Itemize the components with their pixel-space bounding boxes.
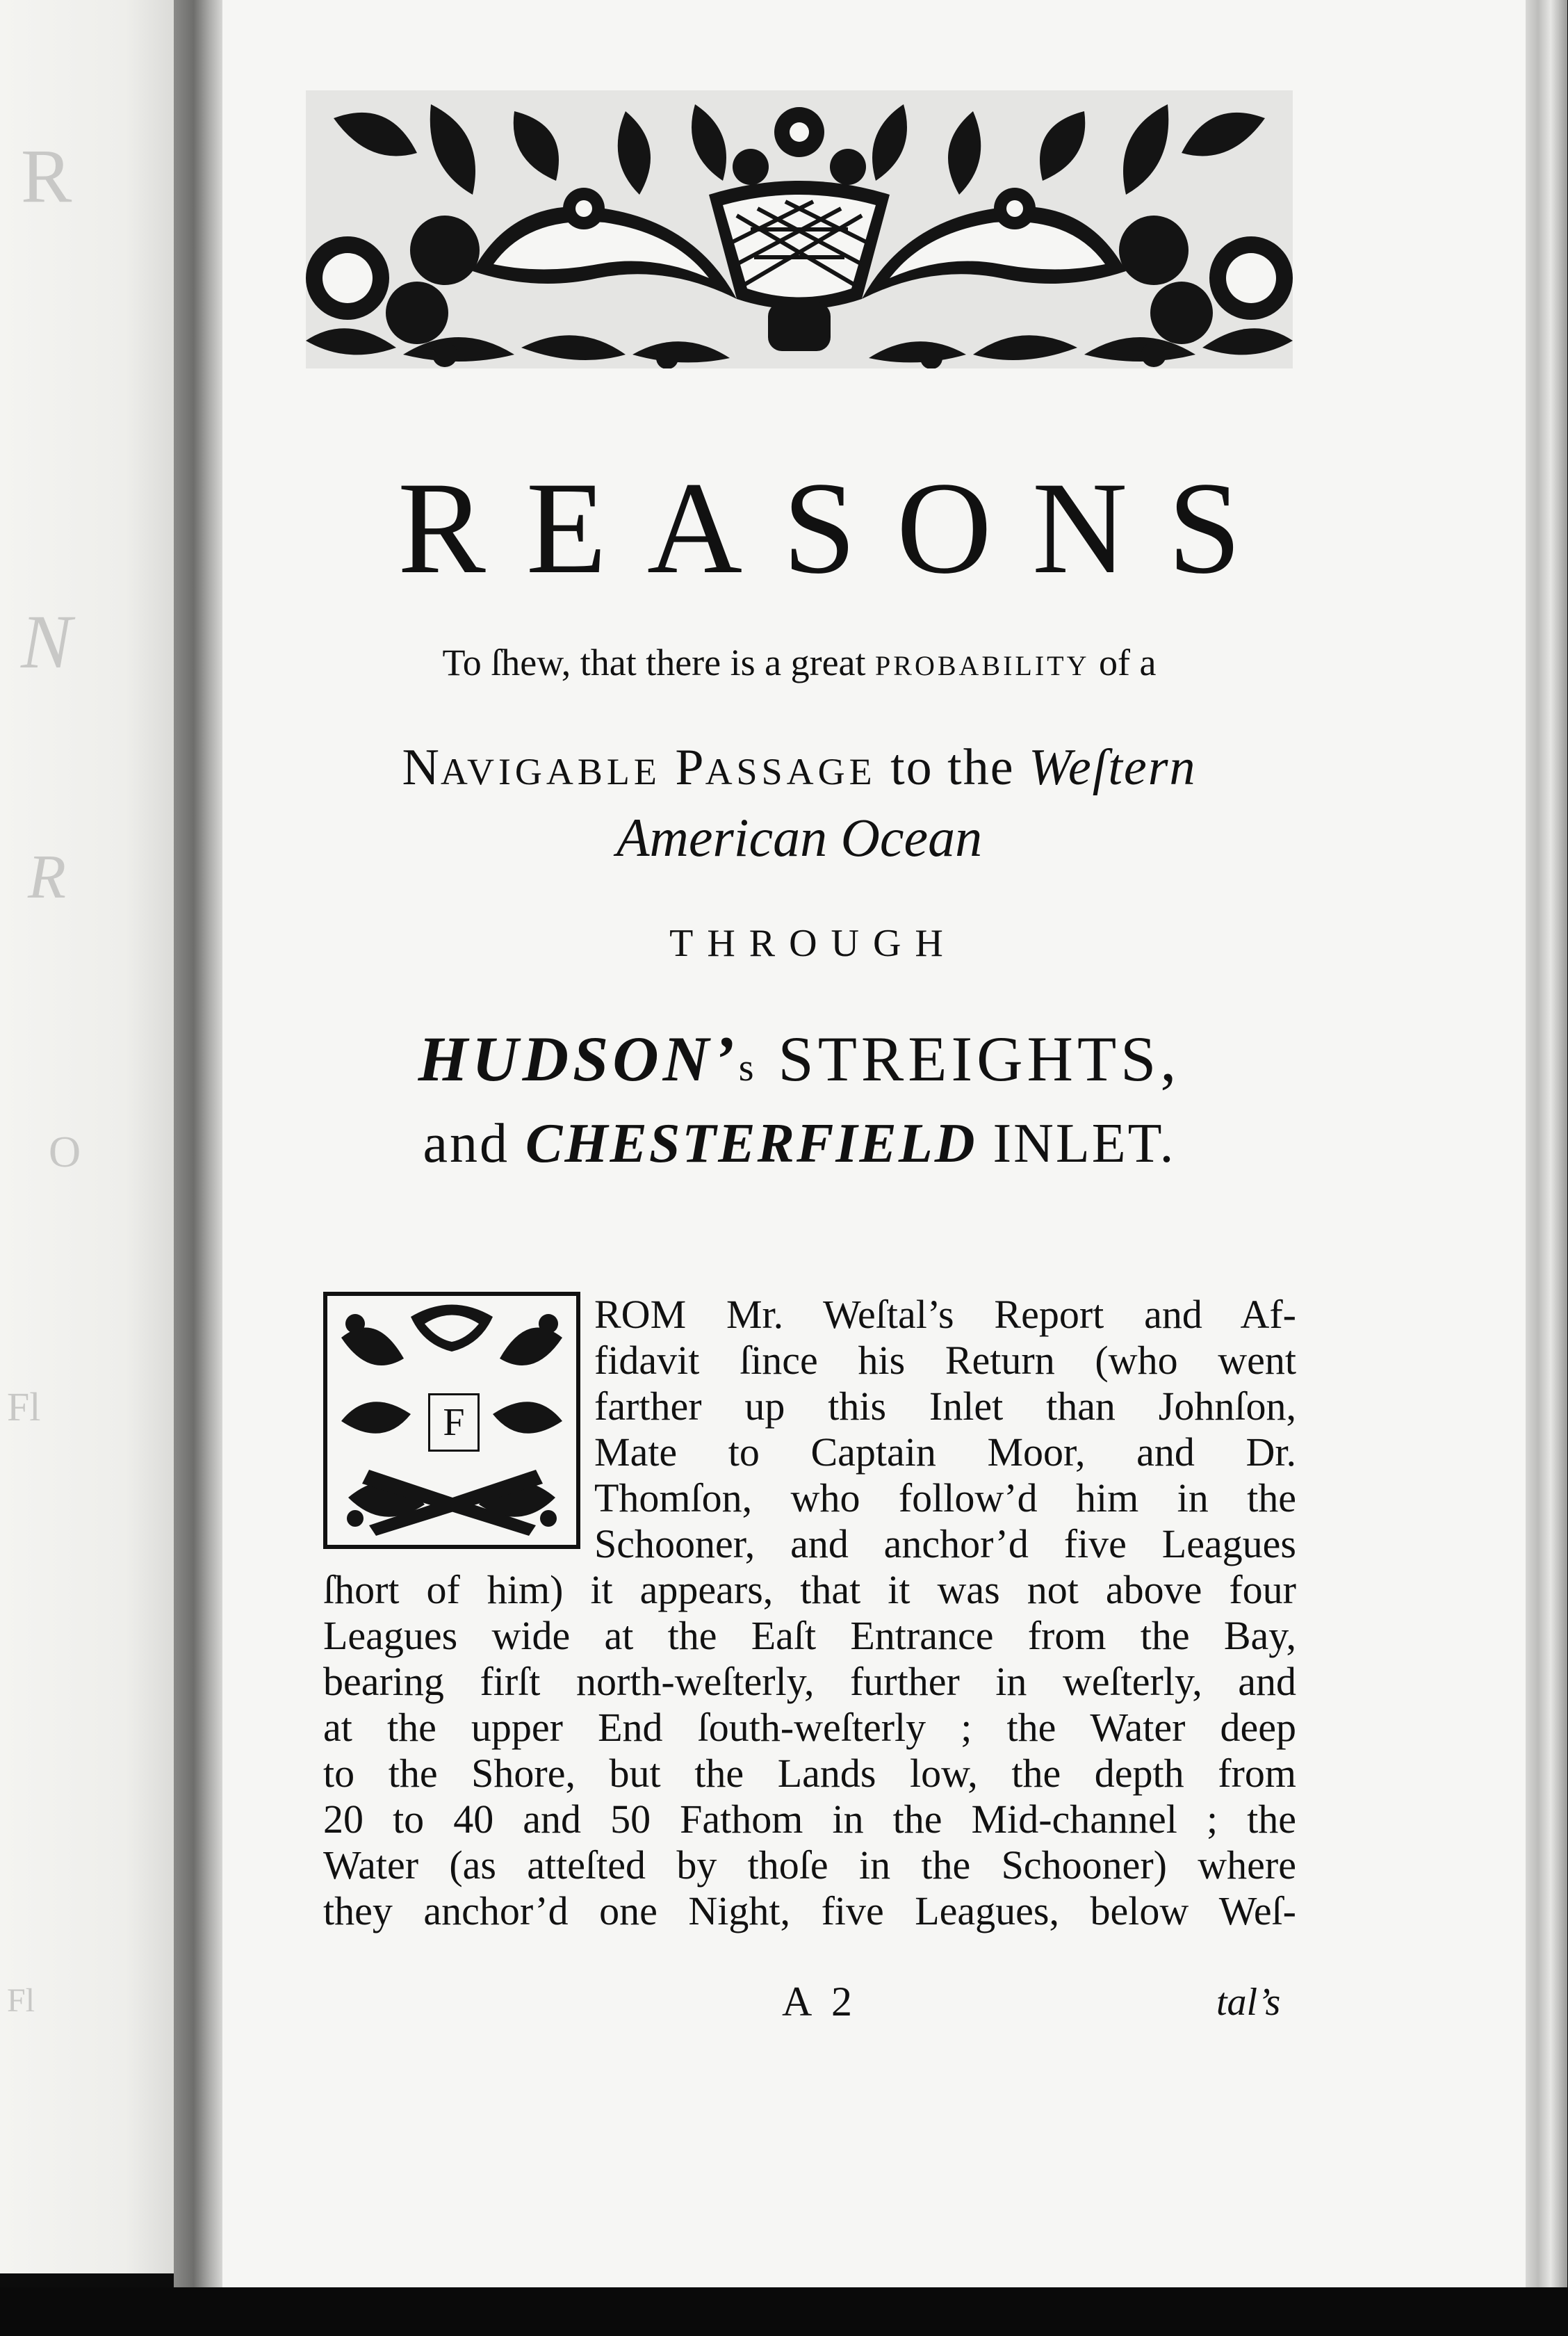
hudson-line bbox=[306, 1022, 1293, 1096]
subtitle bbox=[306, 641, 1293, 684]
body-line: farther up this Inlet than Johnſon, bbox=[594, 1384, 1296, 1429]
chester-and: and bbox=[423, 1113, 525, 1174]
bleed-through-text: Fl bbox=[7, 1982, 35, 2019]
chester-rest: INLET. bbox=[977, 1113, 1176, 1174]
ocean-line: American Ocean bbox=[616, 807, 983, 868]
bleed-through-text: R bbox=[21, 133, 72, 218]
body-line: ROM Mr. Weſtal’s Report and Af- bbox=[594, 1292, 1296, 1337]
nav-n: N bbox=[402, 739, 441, 796]
subtitle-prefix: To ſhew, that there is a great bbox=[442, 642, 876, 683]
hudson-rest: STREIGHTS, bbox=[758, 1023, 1181, 1094]
hudson-name: HUDSON bbox=[418, 1023, 714, 1094]
nav-mid: to the bbox=[876, 739, 1029, 796]
body-line: Schooner, and anchor’d five Leagues bbox=[594, 1521, 1296, 1566]
signature-mark: A 2 bbox=[782, 1979, 858, 2025]
body-line: to the Shore, but the Lands low, the depth from bbox=[323, 1751, 1296, 1796]
page-edge bbox=[1526, 0, 1567, 2308]
page-title: REASONS bbox=[398, 455, 1282, 601]
bleed-through-text: N bbox=[21, 599, 72, 684]
body-line: fidavit ſince his Return (who went bbox=[594, 1338, 1296, 1383]
chester-name: CHESTERFIELD bbox=[525, 1113, 977, 1174]
through-line: THROUGH bbox=[669, 922, 957, 965]
navigable-passage-line bbox=[306, 738, 1293, 797]
subtitle-smallcaps: PROBABILITY bbox=[875, 650, 1090, 681]
catchword: tal’s bbox=[1216, 1981, 1281, 2024]
body-line: 20 to 40 and 50 Fathom in the Mid-channel ; the bbox=[323, 1796, 1296, 1842]
body-line: Mate to Captain Moor, and Dr. bbox=[594, 1429, 1296, 1475]
scan-border bbox=[0, 2287, 1568, 2336]
nav-western: Weſtern bbox=[1029, 739, 1197, 796]
bleed-through-text: R bbox=[28, 843, 66, 911]
nav-assage: ASSAGE bbox=[705, 751, 876, 793]
left-facing-page bbox=[0, 0, 179, 2273]
hudson-apostrophe: ’ bbox=[713, 1023, 739, 1094]
decorated-initial bbox=[323, 1292, 580, 1549]
book-gutter bbox=[174, 0, 224, 2287]
bleed-through-text: Fl bbox=[7, 1384, 41, 1429]
nav-p: P bbox=[660, 739, 705, 796]
body-line: Water (as atteſted by thoſe in the Schooner) where bbox=[323, 1842, 1296, 1888]
body-line: at the upper End ſouth-weſterly ; the Water deep bbox=[323, 1705, 1296, 1750]
bleed-through-text: O bbox=[49, 1127, 81, 1176]
body-line: Leagues wide at the Eaſt Entrance from the Bay, bbox=[323, 1613, 1296, 1658]
subtitle-suffix: of a bbox=[1089, 642, 1157, 683]
body-line: Thomſon, who follow’d him in the bbox=[594, 1475, 1296, 1520]
body-line: they anchor’d one Night, five Leagues, below Weſ- bbox=[323, 1888, 1296, 1933]
nav-avigable: AVIGABLE bbox=[440, 751, 661, 793]
floral-headpiece-ornament bbox=[306, 90, 1293, 368]
initial-letter: F bbox=[428, 1393, 480, 1452]
hudson-s: s bbox=[738, 1046, 758, 1089]
chesterfield-line bbox=[306, 1112, 1293, 1176]
body-line: ſhort of him) it appears, that it was not above four bbox=[323, 1567, 1296, 1612]
body-line: bearing firſt north-weſterly, further in weſterly, and bbox=[323, 1659, 1296, 1704]
